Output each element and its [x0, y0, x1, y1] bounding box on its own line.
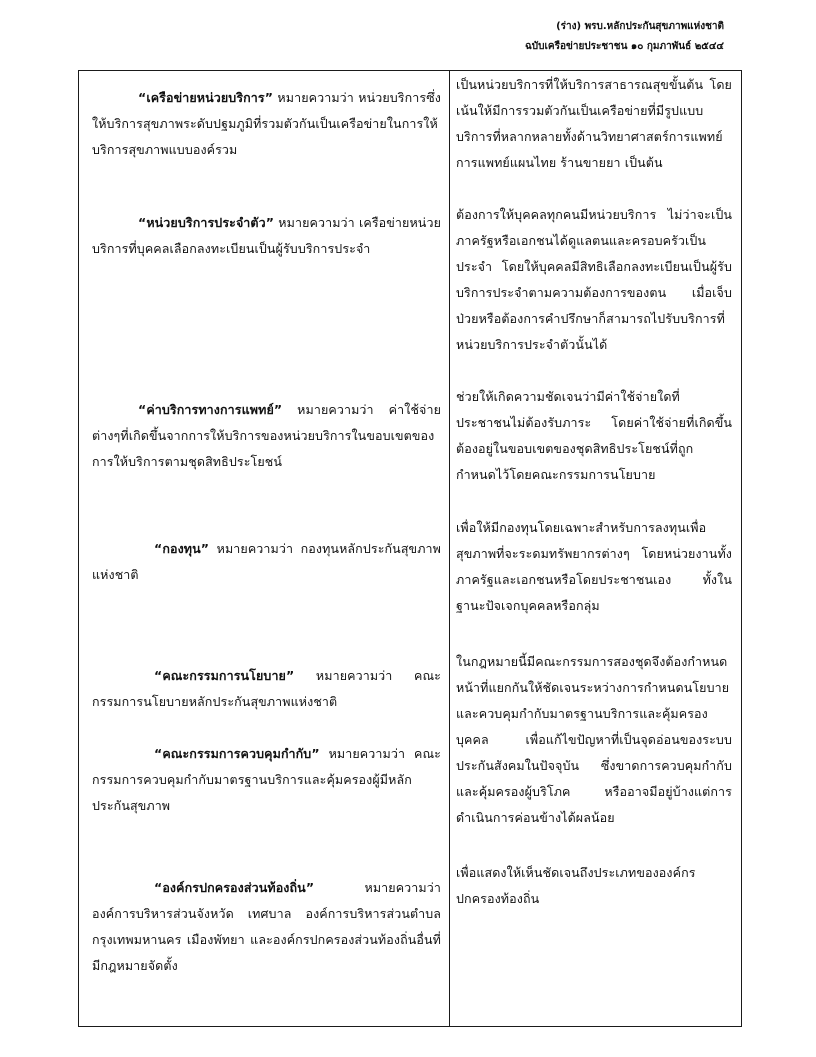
- definition-primary-provider: [92, 210, 441, 262]
- rationale-local-government: เพื่อแสดงให้เห็นชัดเจนถึงประเภทขององค์กรปกครองท้องถิ่น: [456, 865, 696, 906]
- draft-title: (ร่าง) พรบ.หลักประกันสุขภาพแห่งชาติ: [556, 21, 724, 32]
- definition-policy-committee: [92, 663, 441, 715]
- definition-supervisory-committee: [92, 741, 441, 819]
- term-label: “เครือข่ายหน่วยบริการ”: [138, 90, 274, 105]
- definition-text: หมายความว่า ค่าใช้จ่ายต่างๆที่เกิดขึ้นจากการให้บริการของหน่วยบริการในขอบเขตของการให้บริการตามชุดสิทธิประโยชน์: [92, 402, 441, 469]
- rationale-fund: เพื่อให้มีกองทุนโดยเฉพาะสำหรับการลงทุนเพื่อสุขภาพที่จะระดมทรัพยากรต่างๆ โดยหน่วยงานทั้งภาครัฐและเอกชนหรือโดยประชาชนเอง ทั้งในฐานะปัจเจกบุคคลหรือกลุ่ม: [456, 520, 732, 613]
- definition-fund: [92, 536, 441, 588]
- term-label: “หน่วยบริการประจำตัว”: [138, 215, 275, 230]
- term-label: “คณะกรรมการนโยบาย”: [154, 668, 295, 683]
- definition-text: หมายความว่า คณะกรรมการควบคุมกำกับมาตรฐานบริการและคุ้มครองผู้มีหลักประกันสุขภาพ: [92, 746, 441, 813]
- definition-text: หมายความว่า เครือข่ายหน่วยบริการที่บุคคลเลือกลงทะเบียนเป็นผู้รับบริการประจำ: [92, 215, 441, 256]
- definition-medical-service-cost: [92, 397, 441, 475]
- definition-network-provider: [92, 85, 441, 163]
- definition-local-government: [92, 875, 441, 979]
- definition-text: หมายความว่า หน่วยบริการซึ่งให้บริการสุขภาพระดับปฐมภูมิที่รวมตัวกันเป็นเครือข่ายในการให้บริการสุขภาพแบบองค์รวม: [92, 90, 441, 157]
- definition-text: หมายความว่า องค์การบริหารส่วนจังหวัด เทศบาล องค์การบริหารส่วนตำบล กรุงเทพมหานคร เมืองพัทยา และองค์กรปกครองส่วนท้องถิ่นอื่นที่มีกฎหมายจัดตั้ง: [92, 880, 441, 973]
- rationale-primary-provider: ต้องการให้บุคคลทุกคนมีหน่วยบริการ ไม่ว่าจะเป็นภาครัฐหรือเอกชนได้ดูแลตนและครอบครัวเป็นประจำ โดยให้บุคคลมีสิทธิเลือกลงทะเบียนเป็นผู้รับบริการประจำตามความต้องการของตน เมื่อเจ็บป่วยหรือต้องการคำปรึกษาก็สามารถไปรับบริการที่หน่วยบริการประจำตัวนั้นได้: [456, 207, 732, 352]
- rationale-medical-service-cost: ช่วยให้เกิดความชัดเจนว่ามีค่าใช้จ่ายใดที่ประชาชนไม่ต้องรับภาระ โดยค่าใช้จ่ายที่เกิดขึ้นต้องอยู่ในขอบเขตของชุดสิทธิประโยชน์ที่ถูกกำหนดไว้โดยคณะกรรมการนโยบาย: [456, 389, 732, 482]
- term-label: “องค์กรปกครองส่วนท้องถิ่น”: [154, 880, 315, 895]
- rationale-committees: ในกฎหมายนี้มีคณะกรรมการสองชุดจึงต้องกำหนดหน้าที่แยกกันให้ชัดเจนระหว่างการกำหนดนโยบายและควบคุมกำกับมาตรฐานบริการและคุ้มครองบุคคล เพื่อแก้ไขปัญหาที่เป็นจุดอ่อนของระบบประกันสังคมในปัจจุบัน ซึ่งขาดการควบคุมกำกับและคุ้มครองผู้บริโภค หรืออาจมีอยู่บ้างแต่การดำเนินการค่อนข้างได้ผลน้อย: [456, 654, 732, 825]
- definition-text: หมายความว่า คณะกรรมการนโยบายหลักประกันสุขภาพแห่งชาติ: [92, 668, 441, 709]
- definition-text: หมายความว่า กองทุนหลักประกันสุขภาพแห่งชาติ: [92, 541, 441, 582]
- rationale-network-provider: เป็นหน่วยบริการที่ให้บริการสาธารณสุขขั้นต้น โดยเน้นให้มีการรวมตัวกันเป็นเครือข่ายที่มีรูปแบบบริการที่หลากหลายทั้งด้านวิทยาศาสตร์การแพทย์ การแพทย์แผนไทย ร้านขายยา เป็นต้น: [456, 77, 732, 170]
- column-divider: [449, 70, 450, 1027]
- draft-version-date: ฉบับเครือข่ายประชาชน ๑๐ กุมภาพันธ์ ๒๕๔๔: [525, 41, 724, 52]
- term-label: “กองทุน”: [154, 541, 210, 556]
- term-label: “ค่าบริการทางการแพทย์”: [138, 402, 283, 417]
- term-label: “คณะกรรมการควบคุมกำกับ”: [154, 746, 320, 761]
